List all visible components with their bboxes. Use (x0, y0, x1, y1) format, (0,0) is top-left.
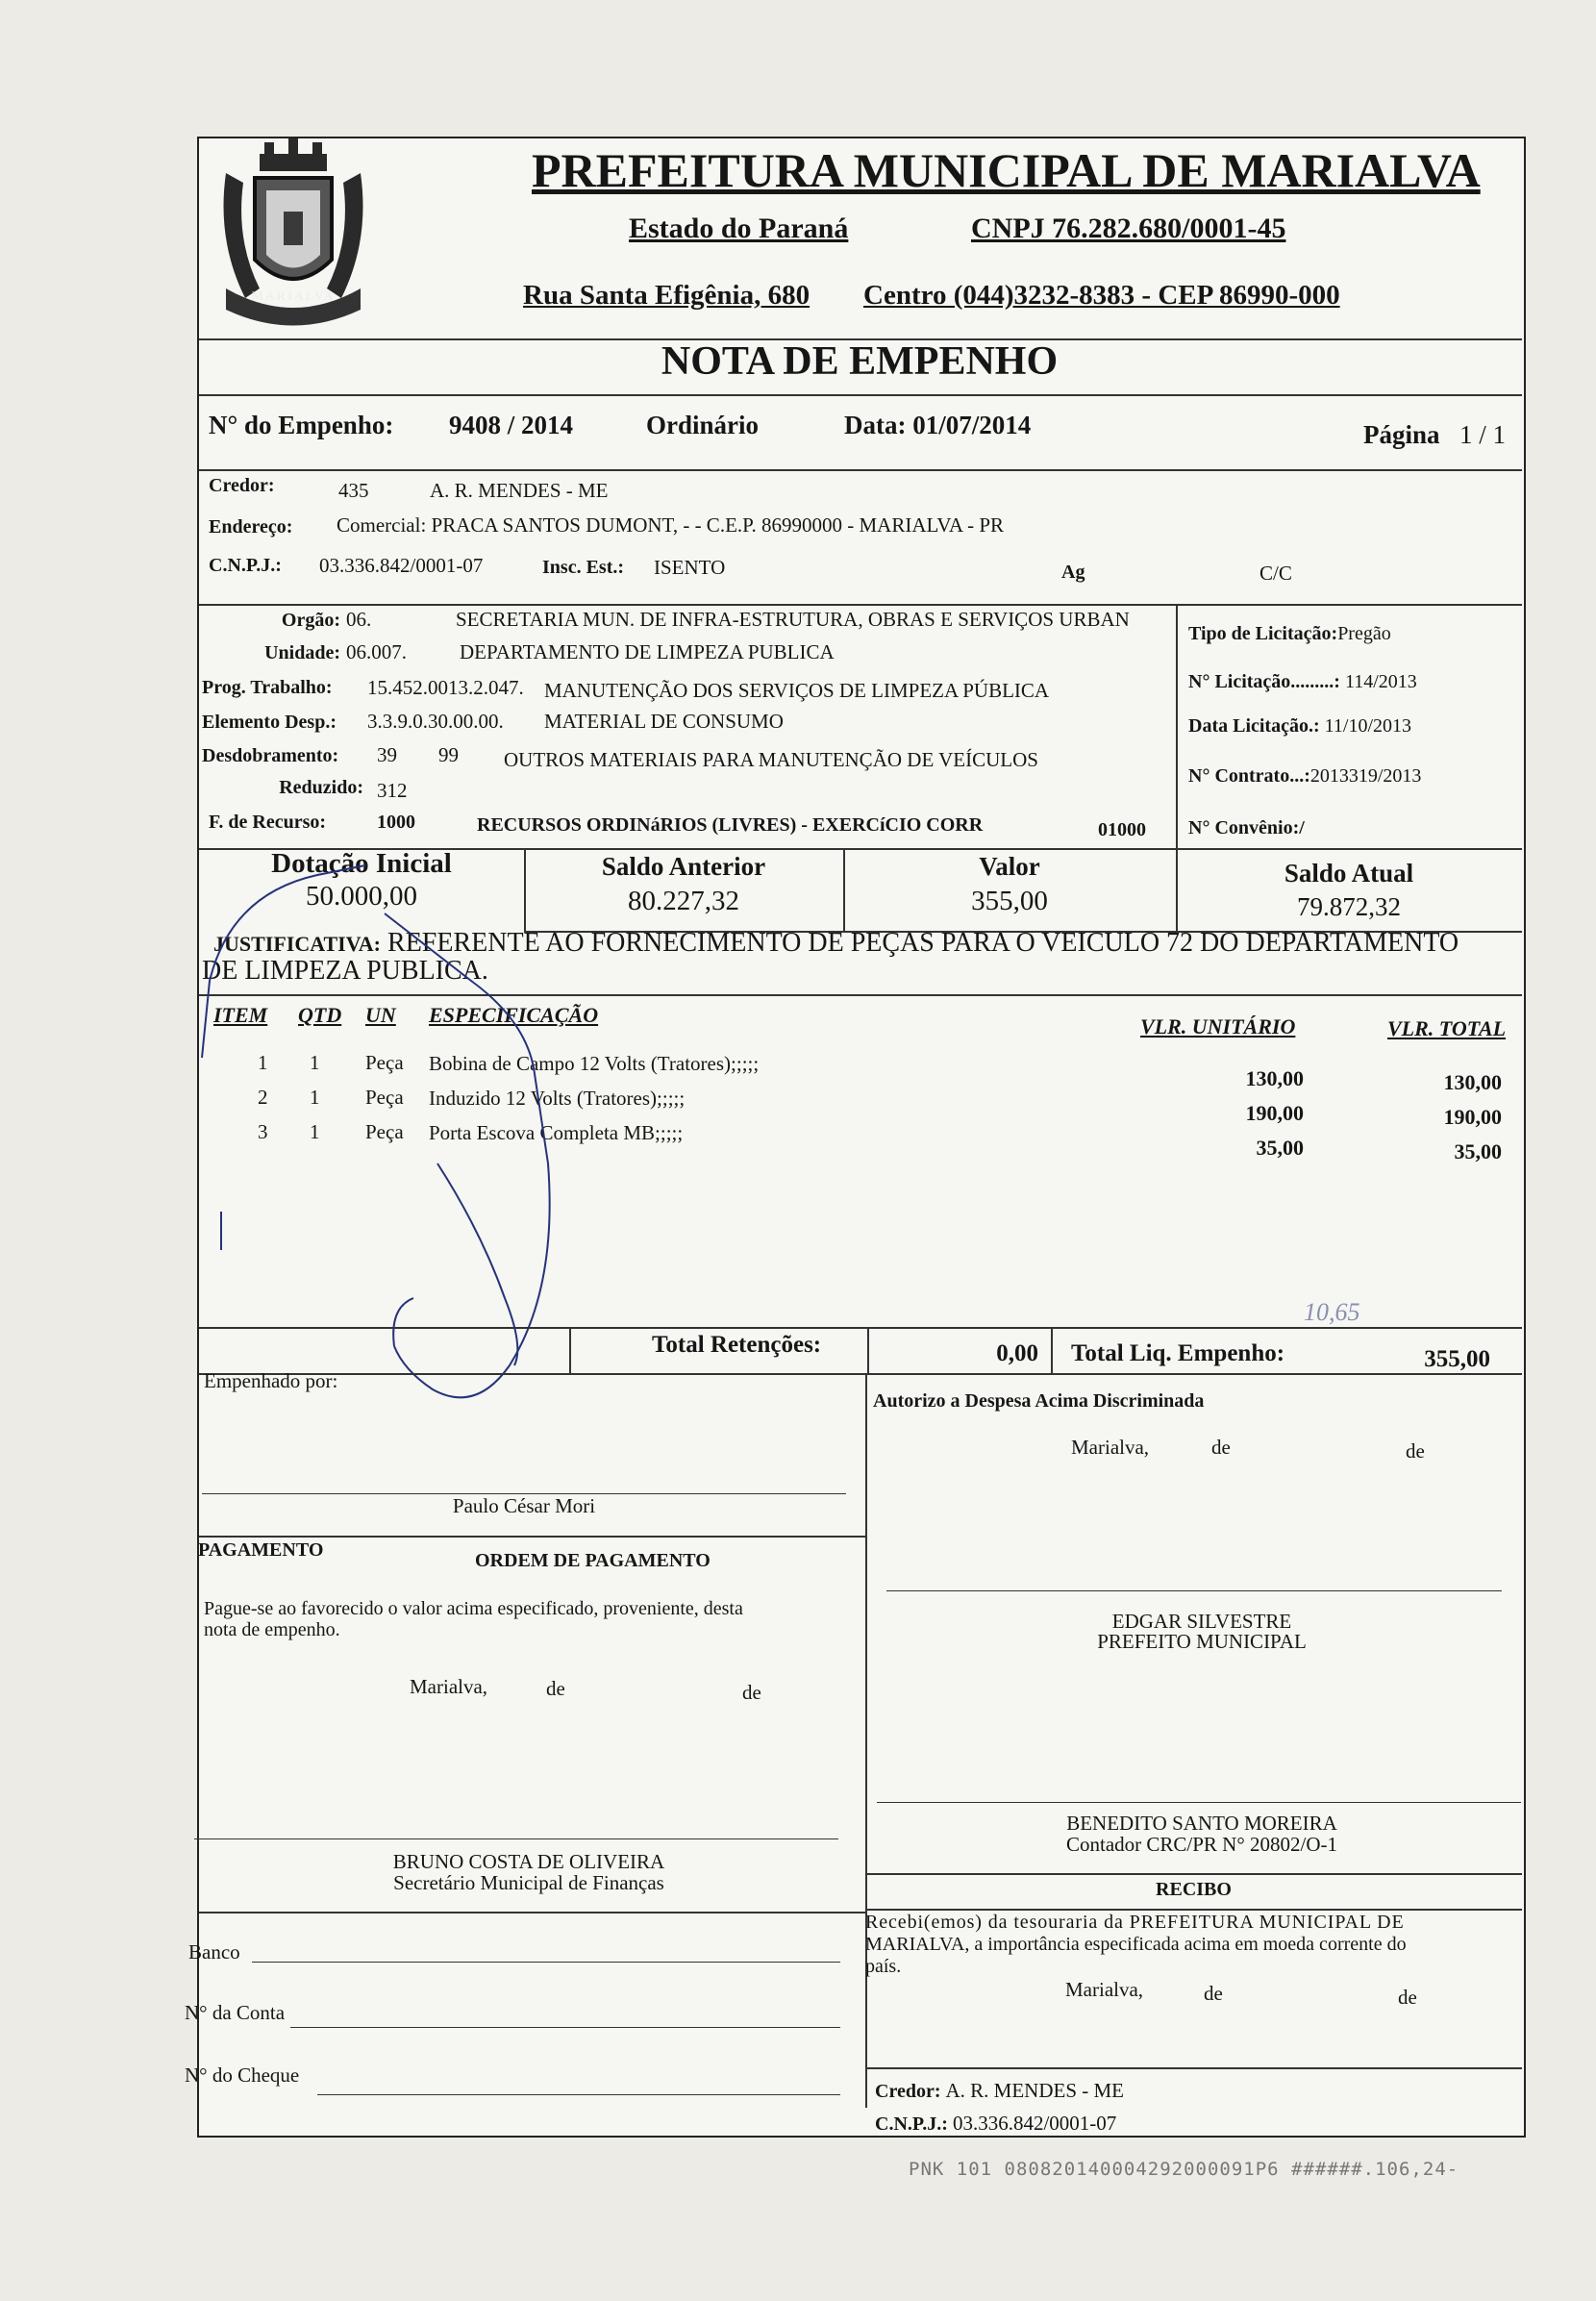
empenho-type: Ordinário (646, 411, 760, 439)
place-date-1: Marialva, (1071, 1436, 1150, 1459)
date-de-2a: de (546, 1677, 565, 1700)
desdobramento-name: OUTROS MATERIAIS PARA MANUTENÇÃO DE VEÍCULOS (504, 748, 1038, 771)
ordem-pagamento-label: ORDEM DE PAGAMENTO (475, 1550, 711, 1571)
unidade-code: 06.007. (346, 640, 407, 663)
tipo-licitacao-label: Tipo de Licitação:Pregão (1188, 623, 1391, 644)
orgao-name: SECRETARIA MUN. DE INFRA-ESTRUTURA, OBRAS E SERVIÇOS URBAN (456, 608, 1130, 631)
prog-label: Prog. Trabalho: (202, 677, 333, 698)
street-label: Rua Santa Efigênia, 680 (523, 280, 810, 311)
item-unit-value: 130,00 (1245, 1066, 1304, 1090)
page-label: Página (1363, 420, 1440, 449)
place-date-2: Marialva, (410, 1675, 488, 1698)
unidade-label: Unidade: (264, 642, 340, 663)
place-date-3: Marialva, (1065, 1978, 1144, 2001)
insc-value: ISENTO (654, 556, 726, 579)
credor-cnpj-label: C.N.P.J.: (209, 555, 282, 576)
item-un: Peça (365, 1086, 404, 1109)
handwritten-note: 10,65 (1304, 1298, 1360, 1326)
empenho-number: 9408 / 2014 (449, 411, 574, 439)
reduzido-code: 312 (377, 779, 408, 802)
fonte-code: 1000 (377, 812, 415, 833)
recibo-credor: Credor: A. R. MENDES - ME (875, 2079, 1125, 2102)
date-de-2b: de (742, 1681, 761, 1704)
empenhado-label: Empenhado por: (204, 1369, 338, 1392)
total-retencoes-label: Total Retenções: (652, 1332, 822, 1358)
item-qtd: 1 (310, 1120, 320, 1143)
total-liq-value: 355,00 (1424, 1346, 1490, 1372)
date-de-3b: de (1398, 1986, 1417, 2009)
credor-address: Comercial: PRACA SANTOS DUMONT, - - C.E.P. 86990000 - MARIALVA - PR (337, 513, 1005, 537)
col-un: UN (365, 1003, 396, 1027)
item-total-value: 130,00 (1443, 1070, 1502, 1094)
item-number: 1 (258, 1051, 268, 1074)
convenio-label: N° Convênio:/ (1188, 817, 1305, 838)
item-spec: Induzido 12 Volts (Tratores);;;;; (429, 1087, 686, 1110)
date-de-3a: de (1204, 1982, 1223, 2005)
conta-label: N° da Conta (185, 2001, 286, 2024)
desdobramento-sub: 99 (438, 743, 459, 766)
autorizo-label: Autorizo a Despesa Acima Discriminada (873, 1390, 1205, 1412)
item-un: Peça (365, 1051, 404, 1074)
ag-label: Ag (1061, 562, 1085, 583)
licitacao-date: Data Licitação.: 11/10/2013 (1188, 715, 1412, 737)
recibo-line-2: MARIALVA, a importância especificada acima em moeda corrente do (865, 1934, 1407, 1955)
banco-label: Banco (188, 1940, 240, 1963)
saldo-anterior-label: Saldo Anterior (601, 852, 766, 881)
crest-ribbon-text: MARIALVA (252, 288, 336, 303)
credor-label: Credor: (209, 475, 275, 496)
dotacao-value: 50.000,00 (306, 881, 417, 912)
desdobramento-label: Desdobramento: (202, 745, 339, 766)
valor-value: 355,00 (971, 886, 1048, 916)
dotacao-label: Dotação Inicial (271, 848, 452, 879)
pagamento-label: PAGAMENTO (198, 1539, 324, 1561)
pagamento-text-1: Pague-se ao favorecido o valor acima especificado, proveniente, desta (204, 1598, 743, 1619)
page-number: 1 / 1 (1459, 420, 1507, 449)
item-spec: Bobina de Campo 12 Volts (Tratores);;;;; (429, 1052, 760, 1075)
elemento-name: MATERIAL DE CONSUMO (544, 710, 784, 733)
col-unit-value: VLR. UNITÁRIO (1140, 1014, 1296, 1038)
prog-name: MANUTENÇÃO DOS SERVIÇOS DE LIMPEZA PÚBLICA (544, 679, 1050, 702)
item-unit-value: 190,00 (1245, 1101, 1304, 1125)
handwritten-pen-marks (192, 846, 692, 1442)
bank-processing-code: PNK 101 080820140004292000091P6 ######.106,24- (909, 2159, 1459, 2180)
col-spec: ESPECIFICAÇÃO (429, 1003, 599, 1027)
item-total-value: 190,00 (1443, 1105, 1502, 1129)
item-qtd: 1 (310, 1051, 320, 1074)
fonte-name: RECURSOS ORDINáRIOS (LIVRES) - EXERCíCIO CORR (477, 814, 984, 836)
prefeito-name: EDGAR SILVESTRE (1111, 1610, 1292, 1633)
prog-code: 15.452.0013.2.047. (367, 676, 524, 699)
justificativa-line2: DE LIMPEZA PUBLICA. (202, 956, 488, 986)
secretario-name: BRUNO COSTA DE OLIVEIRA (392, 1850, 665, 1873)
col-total-value: VLR. TOTAL (1387, 1016, 1507, 1040)
cheque-label: N° do Cheque (185, 2063, 300, 2087)
date-de-1a: de (1211, 1436, 1231, 1459)
recibo-line-3: país. (865, 1956, 902, 1977)
desdobramento-code: 39 (377, 743, 397, 766)
col-qtd: QTD (298, 1003, 342, 1027)
valor-label: Valor (979, 852, 1040, 881)
cnpj-label: CNPJ 76.282.680/0001-45 (971, 213, 1286, 244)
fonte-number: 01000 (1098, 819, 1146, 840)
elemento-code: 3.3.9.0.30.00.00. (367, 710, 504, 733)
item-number: 2 (258, 1086, 268, 1109)
fonte-label: F. de Recurso: (209, 812, 327, 833)
contador-name: BENEDITO SANTO MOREIRA (1066, 1812, 1337, 1835)
saldo-anterior-value: 80.227,32 (628, 886, 739, 916)
prefeito-role: PREFEITO MUNICIPAL (1097, 1630, 1307, 1653)
total-liq-label: Total Liq. Empenho: (1071, 1340, 1285, 1366)
justificativa-line1: JUSTIFICATIVA: REFERENTE AO FORNECIMENTO DE PEÇAS PARA O VEICULO 72 DO DEPARTAMENTO (213, 928, 1459, 958)
item-spec: Porta Escova Completa MB;;;;; (429, 1121, 684, 1144)
date-de-1b: de (1406, 1439, 1425, 1463)
empenhado-name: Paulo César Mori (452, 1494, 596, 1517)
total-retencoes-value: 0,00 (996, 1340, 1038, 1366)
pagamento-text-2: nota de empenho. (204, 1619, 340, 1640)
recibo-line-1: Recebi(emos) da tesouraria da PREFEITURA MUNICIPAL DE (865, 1912, 1405, 1933)
municipal-crest-icon (207, 135, 380, 337)
secretario-role: Secretário Municipal de Finanças (393, 1871, 664, 1894)
recibo-title: RECIBO (1156, 1879, 1232, 1900)
contador-role: Contador CRC/PR N° 20802/O-1 (1065, 1833, 1337, 1856)
elemento-label: Elemento Desp.: (202, 712, 337, 733)
saldo-atual-value: 79.872,32 (1297, 892, 1401, 921)
orgao-code: 06. (346, 608, 372, 631)
unidade-name: DEPARTAMENTO DE LIMPEZA PUBLICA (460, 640, 835, 663)
credor-cnpj: 03.336.842/0001-07 (319, 554, 484, 577)
document-title: NOTA DE EMPENHO (661, 339, 1059, 384)
municipality-title: PREFEITURA MUNICIPAL DE MARIALVA (532, 143, 1481, 197)
item-total-value: 35,00 (1454, 1139, 1502, 1163)
address-label: Endereço: (209, 516, 293, 538)
item-unit-value: 35,00 (1256, 1136, 1304, 1160)
state-label: Estado do Paraná (629, 213, 849, 244)
credor-code: 435 (338, 479, 369, 502)
recibo-cnpj: C.N.P.J.: 03.336.842/0001-07 (875, 2112, 1117, 2135)
credor-name: A. R. MENDES - ME (430, 479, 609, 502)
col-item: ITEM (213, 1003, 268, 1027)
contrato-number: N° Contrato...:2013319/2013 (1188, 765, 1422, 787)
empenho-date: Data: 01/07/2014 (844, 411, 1032, 439)
item-un: Peça (365, 1120, 404, 1143)
orgao-label: Orgão: (281, 610, 340, 631)
empenho-number-label: N° do Empenho: (209, 411, 394, 439)
saldo-atual-label: Saldo Atual (1284, 859, 1414, 888)
address-rest-label: Centro (044)3232-8383 - CEP 86990-000 (863, 280, 1340, 311)
licitacao-number: N° Licitação.........: 114/2013 (1188, 671, 1417, 692)
item-qtd: 1 (310, 1086, 320, 1109)
reduzido-label: Reduzido: (279, 777, 363, 798)
cc-label: C/C (1259, 562, 1292, 585)
insc-label: Insc. Est.: (542, 557, 625, 578)
item-number: 3 (258, 1120, 268, 1143)
